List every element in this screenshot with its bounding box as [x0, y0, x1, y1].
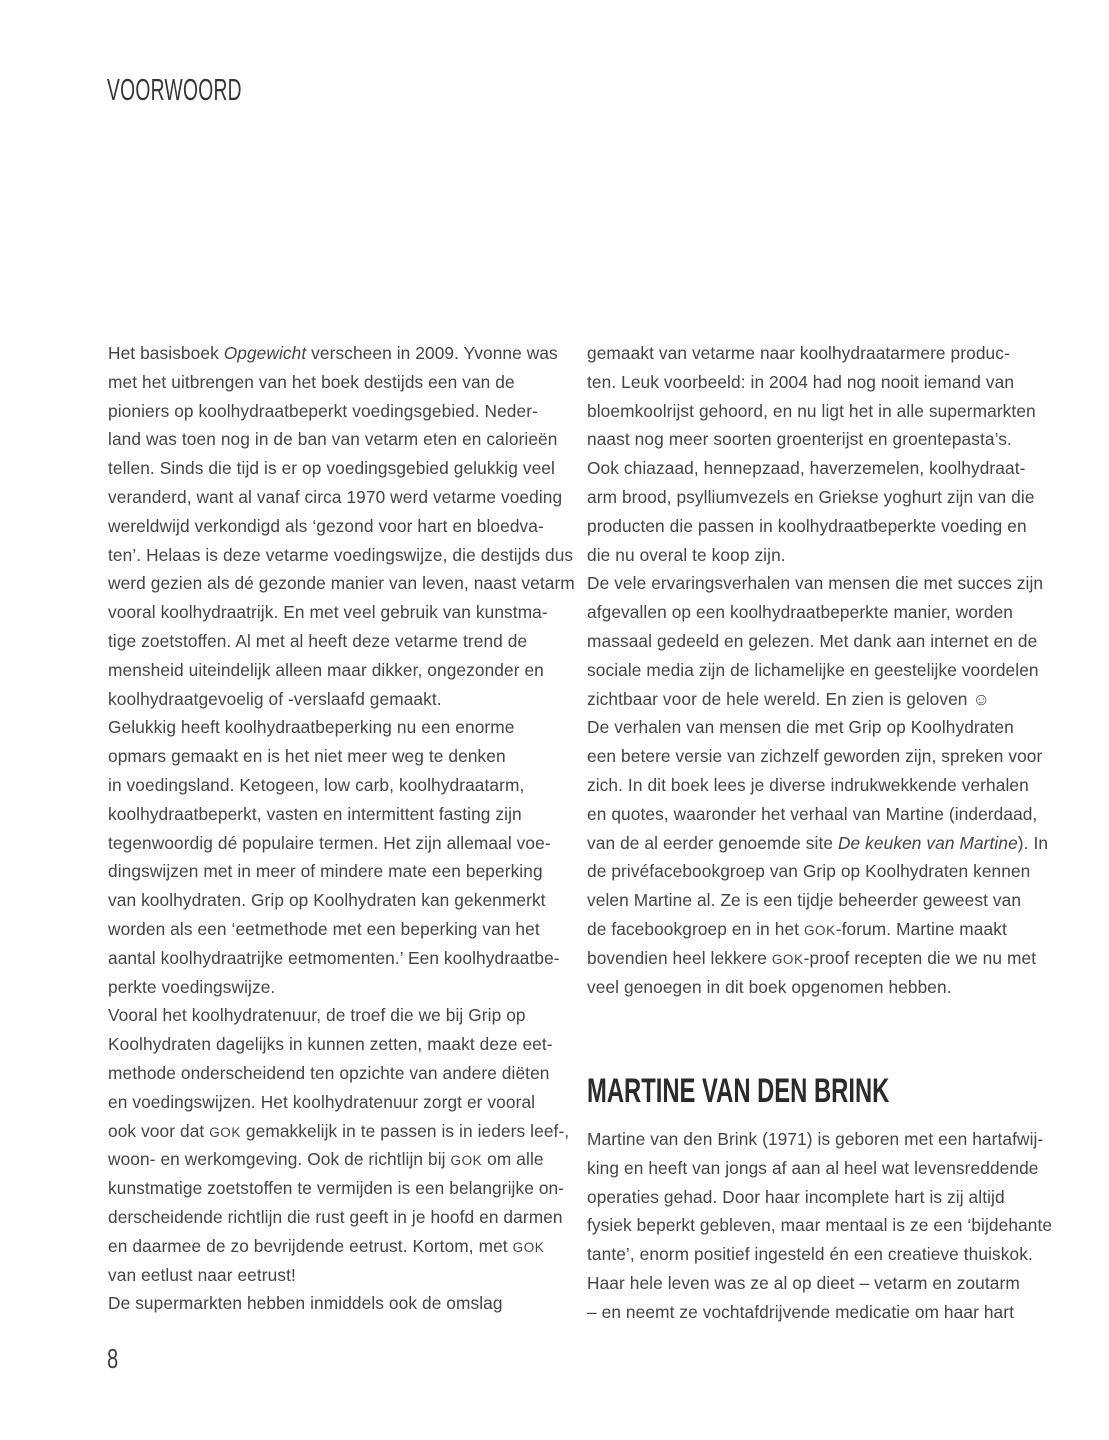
text-line: vooral koolhydraatrijk. En met veel gebruik van kunstma- [108, 602, 548, 623]
text-line: sociale media zijn de lichamelijke en geestelijke voordelen [587, 659, 1039, 680]
text-line: arm brood, psylliumvezels en Griekse yoghurt zijn van die [587, 486, 1035, 507]
text-line: tellen. Sinds die tijd is er op voedingsgebied gelukkig veel [108, 458, 555, 479]
text-line: Vooral het koolhydratenuur, de troef die we bij Grip op [108, 1005, 526, 1026]
text-line: dingswijzen met in meer of mindere mate een beperking [108, 861, 543, 882]
text-line: De vele ervaringsverhalen van mensen die met succes zijn [587, 573, 1044, 594]
text-line: een betere versie van zichzelf geworden zijn, spreken voor [587, 746, 1043, 767]
text-line: ten. Leuk voorbeeld: in 2004 had nog nooit iemand van [587, 371, 1015, 392]
smallcaps-text: GOK [803, 922, 836, 938]
text-line: die nu overal te koop zijn. [587, 544, 786, 565]
right-column-bio [587, 1125, 1069, 1327]
text-line: land was toen nog in de ban van vetarm eten en calorieën [108, 429, 558, 450]
text-line: zichtbaar voor de hele wereld. En zien is geloven ☺ [587, 688, 991, 709]
text-line: opmars gemaakt en is het niet meer weg te denken [108, 746, 506, 767]
text-line: De supermarkten hebben inmiddels ook de omslag [108, 1293, 503, 1314]
text-line: ten’. Helaas is deze vetarme voedingswijze, die destijds dus [108, 544, 574, 565]
text-line: Martine van den Brink (1971) is geboren met een hartafwij- [587, 1129, 1044, 1149]
text-line: wereldwijd verkondigd als ‘gezond voor hart en bloedva- [108, 515, 544, 536]
text-line: ook voor dat GOK gemakkelijk in te passen is in ieders leef-, [108, 1120, 570, 1141]
text-line: koolhydraatbeperkt, vasten en intermittent fasting zijn [108, 803, 522, 824]
text-line: massaal gedeeld en gelezen. Met dank aan internet en de [587, 630, 1038, 651]
text-line: bovendien heel lekkere GOK-proof recepten die we nu met [587, 947, 1037, 968]
text-line: de facebookgroep en in het GOK-forum. Martine maakt [587, 918, 1007, 939]
text-line: gemaakt van vetarme naar koolhydraatarmere produc- [587, 343, 1010, 363]
text-line: naast nog meer soorten groenterijst en groentepasta’s. [587, 429, 1012, 450]
text-line: tante’, enorm positief ingesteld én een creatieve thuiskok. [587, 1244, 1033, 1265]
text-line: en daarmee de zo bevrijdende eetrust. Kortom, met GOK [108, 1235, 545, 1256]
italic-text: De keuken van Martine [837, 832, 1018, 853]
text-line: De verhalen van mensen die met Grip op Koolhydraten [587, 717, 1014, 738]
text-line: koolhydraatgevoelig of -verslaafd gemaakt. [108, 688, 442, 709]
text-line: in voedingsland. Ketogeen, low carb, koolhydraatarm, [108, 774, 525, 795]
text-line: Ook chiazaad, hennepzaad, haverzemelen, koolhydraat- [587, 458, 1026, 479]
section-heading-martine: MARTINE VAN DEN BRINK [587, 1072, 890, 1110]
text-line: aantal koolhydraatrijke eetmomenten.’ Een koolhydraatbe- [108, 947, 560, 968]
text-line: Haar hele leven was ze al op dieet – vetarm en zoutarm [587, 1272, 1020, 1293]
text-line: kunstmatige zoetstoffen te vermijden is een belangrijke on- [108, 1178, 565, 1199]
text-line: met het uitbrengen van het boek destijds een van de [108, 371, 515, 392]
text-line: veel genoegen in dit boek opgenomen hebben. [587, 976, 952, 997]
text-line: woon- en werkomgeving. Ook de richtlijn bij GOK om alle [108, 1149, 544, 1170]
text-line: Het basisboek Opgewicht verscheen in 2009. Yvonne was [108, 343, 558, 363]
text-line: Gelukkig heeft koolhydraatbeperking nu een enorme [108, 717, 515, 738]
text-line: de privéfacebookgroep van Grip op Koolhydraten kennen [587, 861, 1031, 882]
text-line: werd gezien als dé gezonde manier van leven, naast vetarm [108, 573, 575, 594]
text-line: tegenwoordig dé populaire termen. Het zijn allemaal voe- [108, 832, 551, 853]
text-line: mensheid uiteindelijk alleen maar dikker, ongezonder en [108, 659, 544, 680]
text-line: Koolhydraten dagelijks in kunnen zetten, maakt deze eet- [108, 1034, 553, 1055]
text-line: van koolhydraten. Grip op Koolhydraten kan gekenmerkt [108, 890, 546, 911]
smallcaps-text: GOK [450, 1153, 483, 1169]
text-line: veranderd, want al vanaf circa 1970 werd vetarme voeding [108, 486, 563, 507]
text-line: perkte voedingswijze. [108, 976, 276, 997]
text-line: bloemkoolrijst gehoord, en nu ligt het in alle supermarkten [587, 400, 1036, 421]
text-line: producten die passen in koolhydraatbeperkte voeding en [587, 515, 1027, 536]
left-column [108, 339, 590, 1318]
text-line: velen Martine al. Ze is een tijdje beheerder geweest van [587, 890, 1022, 911]
text-line: pioniers op koolhydraatbeperkt voedingsgebied. Neder- [108, 400, 538, 421]
text-line: van de al eerder genoemde site De keuken van Martine). In [587, 832, 1049, 853]
text-line: en voedingswijzen. Het koolhydratenuur zorgt er vooral [108, 1091, 536, 1112]
right-column-top [587, 339, 1069, 1001]
text-line: king en heeft van jongs af aan al heel wat levensreddende [587, 1157, 1039, 1178]
text-line: operaties gehad. Door haar incomplete hart is zij altijd [587, 1186, 1005, 1207]
smallcaps-text: GOK [771, 951, 804, 967]
page-title: VOORWOORD [107, 72, 242, 107]
text-line: tige zoetstoffen. Al met al heeft deze vetarme trend de [108, 630, 528, 651]
page-number: 8 [107, 1343, 119, 1374]
text-line: methode onderscheidend ten opzichte van andere diëten [108, 1062, 550, 1083]
text-line: van eetlust naar eetrust! [108, 1264, 296, 1285]
text-line: en quotes, waaronder het verhaal van Martine (inderdaad, [587, 803, 1038, 824]
text-line: – en neemt ze vochtafdrijvende medicatie om haar hart [587, 1301, 1015, 1322]
text-line: afgevallen op een koolhydraatbeperkte manier, worden [587, 602, 1013, 623]
smallcaps-text: GOK [512, 1239, 545, 1255]
text-line: worden als een ‘eetmethode met een beperking van het [108, 918, 540, 939]
text-line: derscheidende richtlijn die rust geeft in je hoofd en darmen [108, 1206, 563, 1227]
text-line: zich. In dit boek lees je diverse indrukwekkende verhalen [587, 774, 1029, 795]
italic-text: Opgewicht [223, 343, 307, 363]
smallcaps-text: GOK [209, 1124, 241, 1140]
text-line: fysiek beperkt gebleven, maar mentaal is ze een ‘bijdehante [587, 1215, 1053, 1236]
